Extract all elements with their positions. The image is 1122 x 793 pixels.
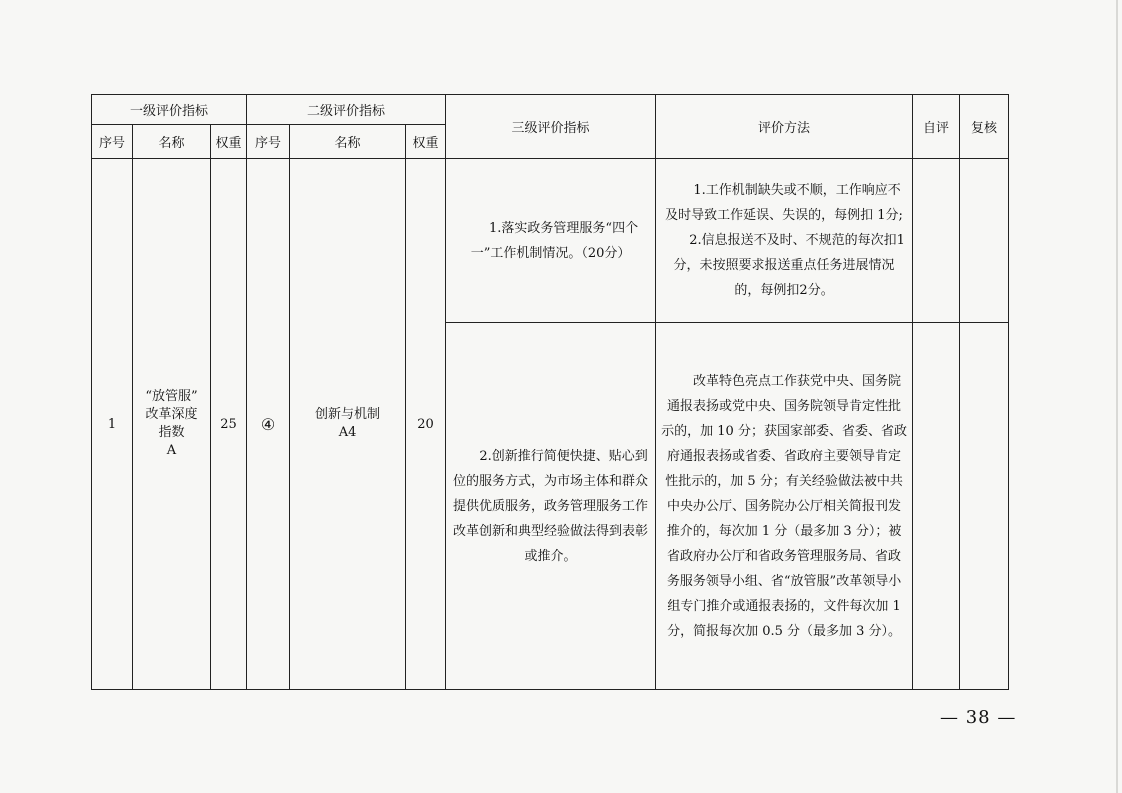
level2-weight: 20: [406, 159, 446, 690]
level1-name: [133, 159, 211, 690]
page-edge: [1116, 0, 1118, 793]
level2-header: 二级评价指标: [247, 95, 446, 125]
level1-header: 一级评价指标: [92, 95, 247, 125]
level1-name-line: “放管服”: [145, 389, 198, 404]
review-header: 复核: [960, 95, 1009, 159]
level1-name-line: 指数: [158, 425, 185, 440]
review-cell-2[interactable]: [960, 323, 1009, 690]
seq2-header: 序号: [247, 125, 290, 159]
method-header: 评价方法: [656, 95, 913, 159]
seq1-header: 序号: [92, 125, 133, 159]
name2-header: 名称: [290, 125, 406, 159]
name1-header: 名称: [133, 125, 211, 159]
self-eval-cell-1[interactable]: [913, 159, 960, 323]
method-1-para-1: 1.工作机制缺失或不顺，工作响应不及时导致工作延误、失误的，每例扣 1分;: [665, 183, 903, 223]
page-number: — 38 —: [940, 707, 1017, 728]
level1-name-line: 改革深度: [145, 407, 198, 422]
method-2: [656, 323, 913, 690]
level1-name-line: A: [166, 443, 177, 458]
indicator-1-text: 1.落实政务管理服务“四个一”工作机制情况。（20分）: [470, 220, 639, 261]
self-eval-header: 自评: [913, 95, 960, 159]
level2-name-line: 创新与机制: [315, 407, 381, 422]
level2-name-line: A4: [338, 425, 357, 440]
indicator-2: [446, 323, 656, 690]
self-eval-cell-2[interactable]: [913, 323, 960, 690]
level1-weight: 25: [211, 159, 247, 690]
row-seq: 1: [92, 159, 133, 690]
evaluation-table: [91, 94, 1009, 690]
method-2-para-1: 改革特色亮点工作获党中央、国务院通报表扬或党中央、国务院领导肯定性批示的，加 10 分；获国家部委、省委、省政府通报表扬或省委、省政府主要领导肯定性批示的，加 5 分；有关经验做法被中共中央办公厅、国务院办公厅相关简报刊发推介的，每次加 1 分（最多加 3 分）；被省政府办公厅和省政务管理服务局、省政务服务领导小组、省“放管服”改革领导小组专门推介或通报表扬的，文件每次加 1 分，简报每次加 0.5 分（最多加 3 分）。: [661, 373, 907, 639]
level2-name: [290, 159, 406, 690]
method-1-para-2: 2.信息报送不及时、不规范的每次扣1分，未按照要求报送重点任务进展情况的，每例扣2分。: [673, 233, 905, 298]
method-1: [656, 159, 913, 323]
indicator-2-text: 2.创新推行简便快捷、贴心到位的服务方式，为市场主体和群众提供优质服务，政务管理服务工作改革创新和典型经验做法得到表彰或推介。: [453, 448, 649, 564]
weight1-header: 权重: [211, 125, 247, 159]
level2-seq: ④: [247, 159, 290, 690]
review-cell-1[interactable]: [960, 159, 1009, 323]
indicator-1: [446, 159, 656, 323]
level3-header: 三级评价指标: [446, 95, 656, 159]
weight2-header: 权重: [406, 125, 446, 159]
